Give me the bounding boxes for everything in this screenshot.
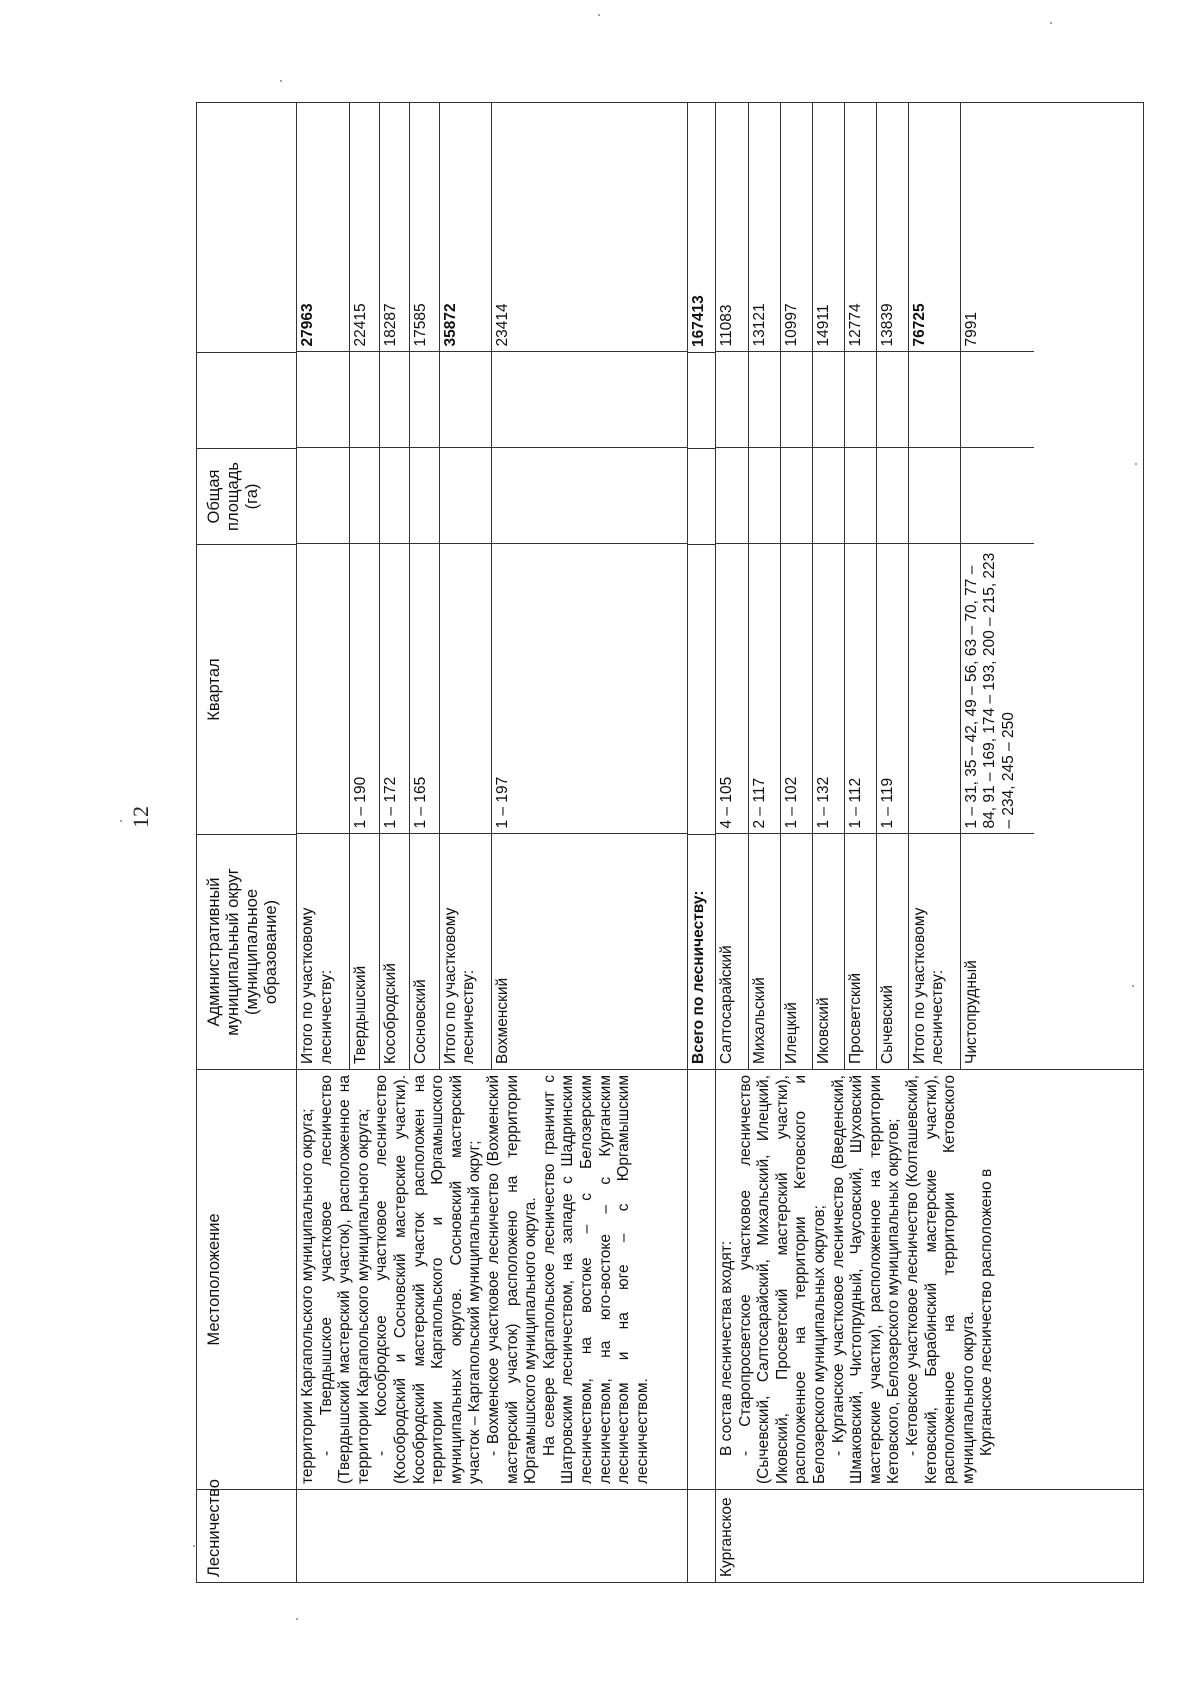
scan-speck xyxy=(296,1618,298,1620)
cell-quarter: 1 – 165 xyxy=(409,544,439,834)
page-number: 12 xyxy=(128,806,153,828)
cell-area: 18287 xyxy=(379,102,409,352)
scan-speck xyxy=(1132,985,1134,987)
cell-district: Итого по участковому лесничеству: xyxy=(297,834,349,1069)
location-line: территории Каргапольского муниципального округа; xyxy=(299,1108,316,1484)
cell-blank xyxy=(748,352,780,448)
cell-forestry-kurgan: Курганское xyxy=(716,1490,1144,1583)
cell-blank xyxy=(960,352,1034,448)
cell-area: 7991 xyxy=(960,102,1034,352)
rotated-table-container xyxy=(196,103,1144,1583)
scan-speck xyxy=(193,1545,195,1547)
cell-blank xyxy=(297,448,349,544)
cell-blank xyxy=(844,448,876,544)
cell-blank xyxy=(491,448,687,544)
cell-district: Салтосарайский xyxy=(716,834,748,1069)
location-line: Курганское лесничество расположено в xyxy=(978,1168,996,1456)
cell-district: Вохменский xyxy=(491,834,687,1069)
table-row xyxy=(908,102,960,1069)
cell-blank xyxy=(379,448,409,544)
cell-quarter: 1 – 119 xyxy=(876,544,908,834)
header-location: Местоположение xyxy=(197,1070,297,1490)
header-blank xyxy=(197,103,297,353)
cell-total-blank xyxy=(688,1070,716,1490)
cell-blank xyxy=(716,352,748,448)
cell-blank xyxy=(876,448,908,544)
cell-total-blank xyxy=(688,353,716,449)
cell-area: 17585 xyxy=(409,102,439,352)
location-line: - Кособродское участковое лесничество (Кособродский и Сосновский мастерские участки). Кособродский мастерский участок расположен на территории Каргапольского и Юргамышского муниципальных округов. Сосновский мастерский участок – Каргапольский муниципальный округ; xyxy=(373,1075,484,1484)
cell-blank xyxy=(908,448,960,544)
location-line: В состав лесничества входят: xyxy=(718,1240,735,1456)
cell-quarter xyxy=(297,544,349,834)
cell-blank xyxy=(876,352,908,448)
cell-blank xyxy=(908,352,960,448)
cell-area: 22415 xyxy=(349,102,379,352)
cell-area: 10997 xyxy=(780,102,812,352)
table-row xyxy=(876,102,908,1069)
table-row xyxy=(379,102,409,1069)
header-quarter: Квартал xyxy=(197,545,297,835)
cell-quarter xyxy=(439,544,491,834)
cell-location-kurgan xyxy=(716,1070,1144,1490)
cell-district: Иковский xyxy=(812,834,844,1069)
scan-speck xyxy=(280,80,282,82)
location-line: - Твердышское участковое лесничество (Твердышский мастерский участок), расположенное на территории Каргапольского муниципального округа; xyxy=(317,1075,372,1484)
cell-quarter xyxy=(908,544,960,834)
cell-quarter: 1 – 190 xyxy=(349,544,379,834)
cell-total-blank xyxy=(688,449,716,545)
cell-quarter: 1 – 132 xyxy=(812,544,844,834)
cell-district: Твердышский xyxy=(349,834,379,1069)
header-forestry: Лесничество xyxy=(197,1490,297,1583)
cell-blank xyxy=(960,448,1034,544)
table-row xyxy=(439,102,491,1069)
cell-district: Итого по участковому лесничеству: xyxy=(908,834,960,1069)
scan-speck xyxy=(120,820,122,822)
cell-district: Сосновский xyxy=(409,834,439,1069)
cell-blank xyxy=(780,352,812,448)
table-row xyxy=(349,102,379,1069)
cell-total-blank xyxy=(688,1490,716,1583)
cell-quarter: 1 – 172 xyxy=(379,544,409,834)
cell-blank xyxy=(409,352,439,448)
header-district: Административный муниципальный округ (муниципальное образование) xyxy=(197,835,297,1070)
cell-total-label: Всего по лесничеству: xyxy=(688,835,716,1070)
table-row-kargapol xyxy=(297,103,688,1583)
scan-speck xyxy=(1050,22,1052,24)
table-row xyxy=(812,102,844,1069)
cell-quarter: 1 – 112 xyxy=(844,544,876,834)
cell-district: Просветский xyxy=(844,834,876,1069)
cell-total-blank xyxy=(688,545,716,835)
cell-blank xyxy=(409,448,439,544)
cell-district: Сычевский xyxy=(876,834,908,1069)
cell-blank xyxy=(297,352,349,448)
cell-blank xyxy=(748,448,780,544)
scan-speck xyxy=(598,14,600,16)
cell-area: 12774 xyxy=(844,102,876,352)
location-line: - Кетовское участковое лесничество (Колташевский, Кетовский, Барабинский мастерские участки), расположенное на территории Кетовского муниципального округа. xyxy=(903,1075,977,1484)
cell-district: Кособродский xyxy=(379,834,409,1069)
cell-quarter: 1 – 102 xyxy=(780,544,812,834)
cell-district: Михальский xyxy=(748,834,780,1069)
cell-area: 13839 xyxy=(876,102,908,352)
cell-area: 27963 xyxy=(297,102,349,352)
cell-blank xyxy=(844,352,876,448)
cell-area: 35872 xyxy=(439,102,491,352)
table-row xyxy=(491,102,687,1069)
cell-district: Чистопрудный xyxy=(960,834,1034,1069)
cell-blank xyxy=(491,352,687,448)
table-row-kurgan xyxy=(716,103,1144,1583)
table-row xyxy=(409,102,439,1069)
cell-area: 76725 xyxy=(908,102,960,352)
cell-blank xyxy=(716,448,748,544)
location-line: - Вохменское участковое лесничество (Вохменский мастерский участок) расположено на территории Юргамышского муниципального округа. xyxy=(484,1075,540,1484)
cell-quarter: 2 – 117 xyxy=(748,544,780,834)
cell-district: Итого по участковому лесничеству: xyxy=(439,834,491,1069)
forestry-table xyxy=(196,102,1144,1583)
location-line: - Курганское участковое лесничество (Введенский, Шмаковский, Чистопрудный, Чаусовский, Шуховский мастерские участки), расположенное на территории Кетовского, Белозерского муниципальных округов; xyxy=(829,1075,903,1484)
location-line: На севере Каргапольское лесничество граничит с Шатровским лесничеством, на западе с Шадринским лесничеством, на востоке – с Белозерским лесничеством, на юго-востоке – с Курганским лесничеством и на юге – с Юргамышским лесничеством. xyxy=(540,1075,651,1484)
cell-district: Илецкий xyxy=(780,834,812,1069)
table-row xyxy=(960,102,1034,1069)
table-row xyxy=(716,102,748,1069)
header-area: Общая площадь (га) xyxy=(197,449,297,545)
kurgan-subtable xyxy=(716,102,1034,1069)
cell-blank xyxy=(812,352,844,448)
cell-total-area: 167413 xyxy=(688,103,716,353)
table-header-row xyxy=(197,103,297,1583)
cell-location-kargapol xyxy=(297,1070,688,1490)
cell-area: 13121 xyxy=(748,102,780,352)
table-row xyxy=(780,102,812,1069)
cell-area: 23414 xyxy=(491,102,687,352)
cell-quarter: 4 – 105 xyxy=(716,544,748,834)
cell-blank xyxy=(349,352,379,448)
header-blank xyxy=(197,353,297,449)
cell-area: 14911 xyxy=(812,102,844,352)
table-row xyxy=(297,102,349,1069)
cell-kargapol-subtable xyxy=(297,103,688,1070)
scan-speck xyxy=(1135,463,1137,465)
cell-blank xyxy=(379,352,409,448)
cell-blank xyxy=(812,448,844,544)
kargapol-subtable xyxy=(297,102,687,1069)
cell-quarter: 1 – 197 xyxy=(491,544,687,834)
cell-blank xyxy=(780,448,812,544)
cell-quarter: 1 – 31, 35 – 42, 49 – 56, 63 – 70, 77 – 84, 91 – 169, 174 – 193, 200 – 215, 223 – 234, 245 – 250 xyxy=(960,544,1034,834)
cell-blank xyxy=(349,448,379,544)
cell-forestry-kargapol xyxy=(297,1490,688,1583)
cell-kurgan-subtable xyxy=(716,103,1144,1070)
cell-blank xyxy=(439,352,491,448)
cell-blank xyxy=(439,448,491,544)
table-row-total xyxy=(688,103,716,1583)
table-row xyxy=(844,102,876,1069)
location-line: - Старопросветское участковое лесничество (Сычевский, Салтосарайский, Михальский, Илецкий, Иковский, Просветский мастерский участки), расположенное на территории Кетовского и Белозерского муниципальных округов; xyxy=(736,1075,828,1484)
table-row xyxy=(748,102,780,1069)
cell-area: 11083 xyxy=(716,102,748,352)
